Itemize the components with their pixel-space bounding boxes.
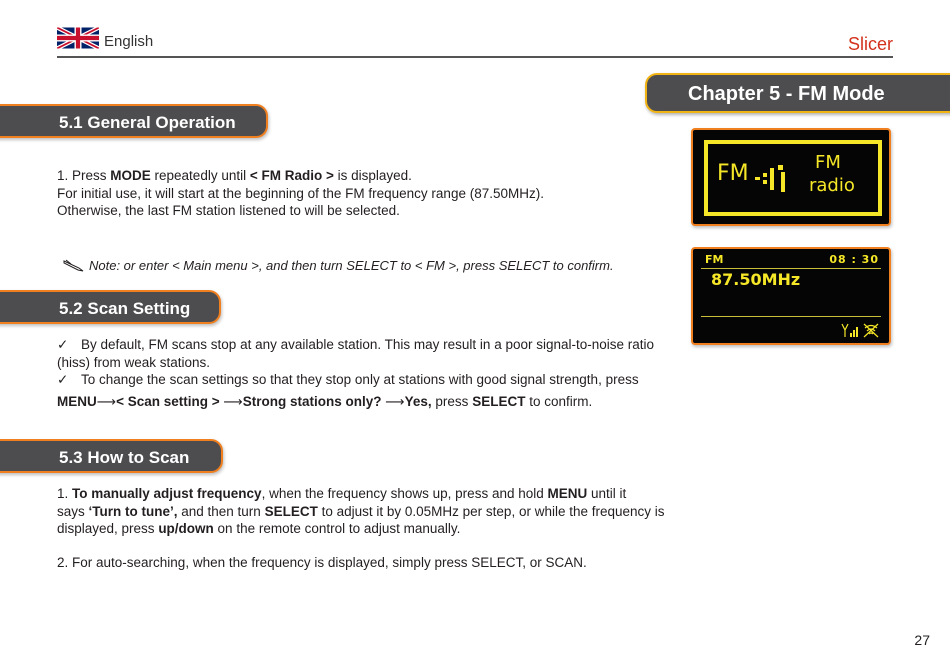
lcd-frame xyxy=(704,140,882,216)
section1-step1: 1. Press MODE repeatedly until < FM Radio > is displayed. xyxy=(57,168,412,183)
radio-signal-icon xyxy=(755,164,789,194)
section2-bullet1: ✓ By default, FM scans stop at any available station. This may result in a poor signal-to-noise ratio xyxy=(57,337,655,352)
signal-strength-icon xyxy=(841,322,881,338)
scan-menu-path: MENU⟶< Scan setting > ⟶Strong stations only? ⟶Yes, press SELECT to confirm. xyxy=(57,394,593,409)
section1-line3: Otherwise, the last FM station listened to will be selected. xyxy=(57,203,400,218)
lcd-mode-line2: radio xyxy=(809,175,855,196)
section2-bullet2: ✓ To change the scan settings so that they stop only at stations with good signal strength, press xyxy=(57,372,639,387)
section1-body xyxy=(57,167,544,220)
section3-body xyxy=(57,485,665,538)
lcd-band-label: FM xyxy=(705,253,724,266)
brand-name: Slicer xyxy=(847,34,893,54)
uk-flag-icon xyxy=(57,27,99,49)
section3-step2: 2. For auto-searching, when the frequency is displayed, simply press SELECT, or SCAN. xyxy=(57,555,587,570)
section2-body xyxy=(57,336,654,389)
lcd-mode-display xyxy=(691,128,891,226)
lcd-divider xyxy=(701,268,881,269)
section2-bullet1-cont: (hiss) from weak stations. xyxy=(57,354,211,370)
header-divider xyxy=(57,56,893,58)
language-label: English xyxy=(104,33,154,50)
note-text: Note: or enter < Main menu >, and then turn SELECT to < FM >, press SELECT to confirm. xyxy=(89,258,614,273)
section-heading-how-to-scan: 5.3 How to Scan xyxy=(0,439,223,473)
section3-step1-cont: says ‘Turn to tune’, and then turn SELECT to adjust it by 0.05MHz per step, or while the frequency is xyxy=(57,503,665,519)
chapter-title: Chapter 5 - FM Mode xyxy=(645,73,950,113)
lcd-frequency-display xyxy=(691,247,891,345)
lcd-mode-line1: FM xyxy=(815,152,841,173)
arrow-icon: ⟶ xyxy=(223,394,243,409)
arrow-icon: ⟶ xyxy=(385,394,405,409)
page-number: 27 xyxy=(914,632,930,648)
section3-step1: 1. To manually adjust frequency, when the frequency shows up, press and hold MENU until it xyxy=(57,486,627,501)
section3-step1-cont2: displayed, press up/down on the remote control to adjust manually. xyxy=(57,521,461,536)
lcd-clock: 08 : 30 xyxy=(829,253,879,266)
lcd-frequency: 87.50MHz xyxy=(711,270,801,289)
lcd-fm-label: FM xyxy=(717,161,749,186)
section-heading-general-operation: 5.1 General Operation xyxy=(0,104,268,138)
checkmark-icon: ✓ xyxy=(57,337,69,352)
checkmark-icon: ✓ xyxy=(57,372,69,387)
pencil-note-icon xyxy=(63,258,85,272)
note xyxy=(63,258,614,273)
section-heading-scan-setting: 5.2 Scan Setting xyxy=(0,290,221,324)
lcd-divider xyxy=(701,316,881,317)
arrow-icon: ⟶ xyxy=(96,394,117,409)
section1-line2: For initial use, it will start at the beginning of the FM frequency range (87.50MHz). xyxy=(57,185,544,201)
no-wifi-icon xyxy=(864,324,878,337)
